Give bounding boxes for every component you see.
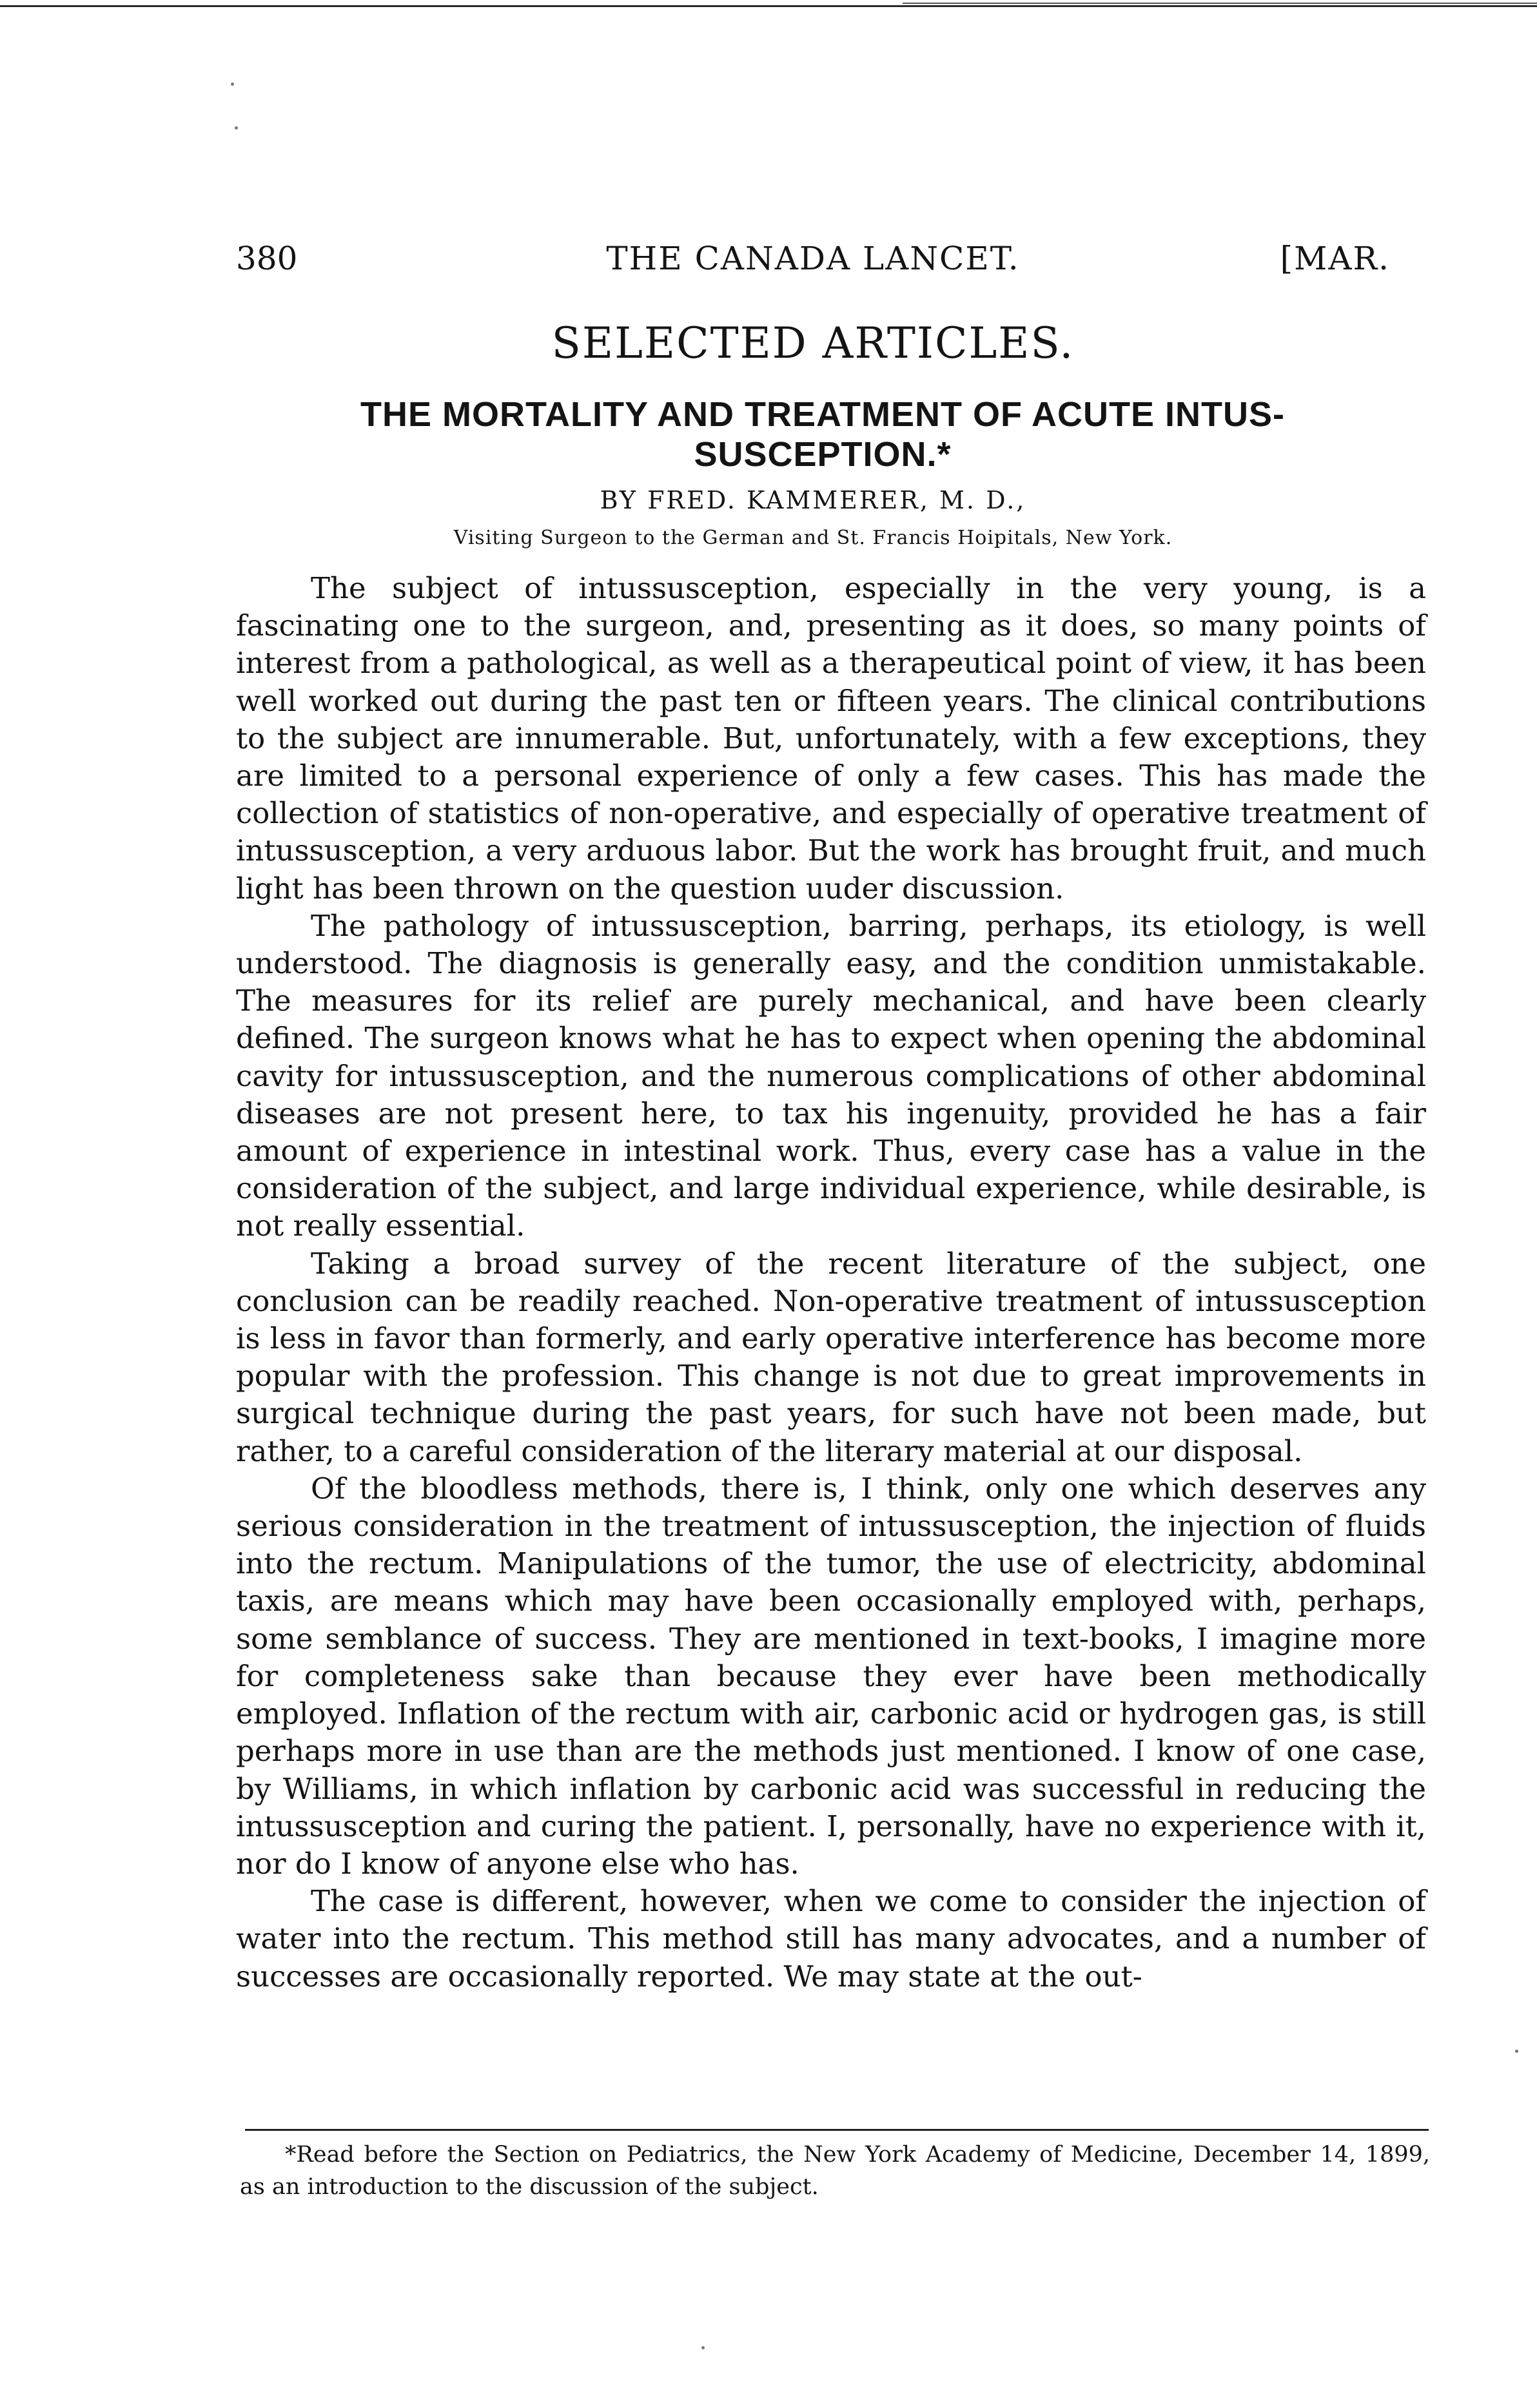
top-scan-rule-secondary	[903, 3, 1537, 4]
body-paragraph: The case is different, however, when we come to consider the injection of water into the rectum. This method still has many advocates, and a number of successes are occasionally reported. We may state at the out-	[236, 1884, 1426, 1994]
page-number: 380	[236, 240, 298, 277]
scan-speck	[235, 126, 238, 130]
scan-speck	[231, 83, 234, 86]
running-head	[236, 236, 1390, 281]
body-paragraph: Taking a broad survey of the recent literature of the subject, one conclusion can be readily reached. Non-operative treatment of intussusception is less in favor than formerly, and early operative interference has become more popular with the profession. This change is not due to great improvements in surgical technique during the past years, for such have not been made, but rather, to a careful consideration of the literary material at our disposal.	[236, 1246, 1426, 1468]
footnote	[240, 2139, 1430, 2203]
top-scan-rule	[0, 5, 1537, 7]
body-paragraph: Of the bloodless methods, there is, I think, only one which deserves any serious consideration in the treatment of intussusception, the injection of fluids into the rectum. Manipulations of the tumor, the use of electricity, abdominal taxis, are means which may have been occasionally employed with, perhaps, some semblance of success. They are mentioned in text-books, I imagine more for completeness sake than because they ever have been methodically employed. Inflation of the rectum with air, carbonic acid or hydrogen gas, is still perhaps more in use than are the methods just mentioned. I know of one case, by Williams, in which inflation by carbonic acid was successful in reducing the intussusception and curing the patient. I, personally, have no experience with it, nor do I know of anyone else who has.	[236, 1471, 1426, 1881]
footnote-text: *Read before the Section on Pediatrics, the New York Academy of Medicine, December 14, 1899, as an introduction to the discussion of the subject.	[240, 2142, 1430, 2200]
scan-speck	[1515, 2050, 1518, 2053]
issue-month: [MAR.	[1280, 240, 1390, 277]
article-title: THE MORTALITY AND TREATMENT OF ACUTE INTUS-SUSCEPTION.*	[360, 395, 1285, 474]
footnote-divider	[245, 2129, 1429, 2131]
body-paragraph: The pathology of intussusception, barring, perhaps, its etiology, is well understood. The diagnosis is generally easy, and the condition unmistakable. The measures for its relief are purely mechanical, and have been clearly defined. The surgeon knows what he has to expect when opening the abdominal cavity for intussusception, and the numerous complications of other abdominal diseases are not present here, to tax his ingenuity, provided he has a fair amount of experience in intestinal work. Thus, every case has a value in the consideration of the subject, and large individual experience, while desirable, is not really essential.	[236, 908, 1426, 1243]
scan-speck	[701, 2346, 705, 2349]
article-body	[236, 570, 1426, 1995]
body-paragraph: The subject of intussusception, especially in the very young, is a fascinating one to the surgeon, and, presenting as it does, so many points of interest from a pathological, as well as a therapeutical point of view, it has been well worked out during the past ten or fifteen years. The clinical contributions to the subject are innumerable. But, unfortunately, with a few exceptions, they are limited to a personal experience of only a few cases. This has made the collection of statistics of non-operative, and especially of operative treatment of intussusception, a very arduous labor. But the work has brought fruit, and much light has been thrown on the question uuder discussion.	[236, 571, 1426, 906]
section-heading: SELECTED ARTICLES.	[551, 318, 1075, 368]
author-affiliation: Visiting Surgeon to the German and St. Francis Hoipitals, New York.	[453, 527, 1173, 549]
article-author: BY FRED. KAMMERER, M. D.,	[600, 486, 1026, 514]
journal-title: THE CANADA LANCET.	[606, 240, 1020, 277]
